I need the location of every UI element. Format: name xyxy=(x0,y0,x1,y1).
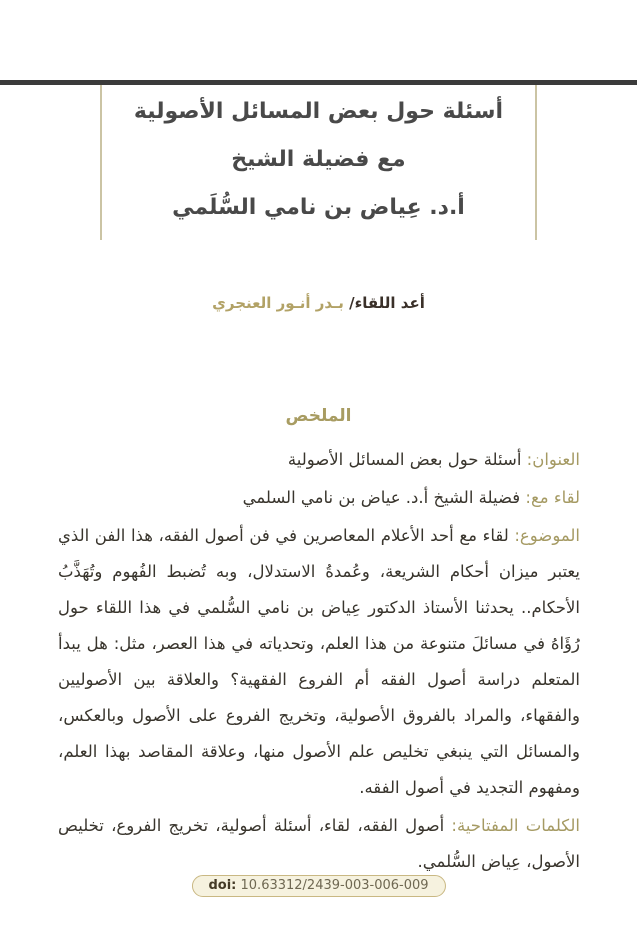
doi-value: 10.63312/2439-003-006-009 xyxy=(240,878,429,893)
abstract-row-interviewee-label: لقاء مع: xyxy=(525,488,580,507)
abstract-heading: الملخص xyxy=(285,406,352,426)
abstract-row-subject-label: الموضوع: xyxy=(514,526,580,545)
article-title-block xyxy=(100,80,537,240)
abstract-row-interviewee-text: فضيلة الشيخ أ.د. عياض بن نامي السلمي xyxy=(242,488,521,507)
byline xyxy=(0,294,637,312)
abstract-row-subject-text: لقاء مع أحد الأعلام المعاصرين في فن أصول الفقه، هذا الفن الذي يعتبر ميزان أحكام الشريعة، وعُمدةُ الاستدلال، وبه تُضبط الفُهوم وتُهَذَّبُ الأحكام.. يحدثنا الأستاذ الدكتور عِياض بن نامي السُّلمي في هذا اللقاء حول رُؤَاهُ في مسائلَ متنوعة من هذا العلم، وتحدياته في هذا العصر، مثل: هل يبدأ المتعلم دراسة أصول الفقه أم الفروع الفقهية؟ والعلاقة بين الأصوليين والفقهاء، والمراد بالفروق الأصولية، وتخريج الفروع على الأصول وبالعكس، والمسائل التي ينبغي تخليص علم الأصول منها، وعلاقة المقاصد بهذا العلم، ومفهوم التجديد في أصول الفقه. xyxy=(58,526,580,797)
byline-label: أعد اللقاء/ xyxy=(349,294,425,312)
doi-badge[interactable] xyxy=(191,875,445,897)
byline-author-name: بـدر أنـور العنجري xyxy=(212,294,344,312)
article-title-line-1: أسئلة حول بعض المسائل الأصولية xyxy=(133,99,504,124)
abstract-row-keywords-label: الكلمات المفتاحية: xyxy=(451,816,581,835)
page-top-border xyxy=(0,80,637,85)
abstract-row-title xyxy=(58,442,580,478)
abstract-row-keywords-text: أصول الفقه، لقاء، أسئلة أصولية، تخريج الفروع، تخليص الأصول، عِياض السُّلمي. xyxy=(58,816,580,871)
document-page xyxy=(0,80,637,930)
abstract-row-interviewee xyxy=(58,480,580,516)
abstract-row-keywords xyxy=(58,808,580,880)
doi-label: doi: xyxy=(208,878,237,893)
abstract-row-title-text: أسئلة حول بعض المسائل الأصولية xyxy=(287,450,522,469)
article-title-line-2: مع فضيلة الشيخ xyxy=(231,147,406,172)
abstract-row-title-label: العنوان: xyxy=(526,450,580,469)
abstract-row-subject xyxy=(58,518,580,806)
article-title-line-3: أ.د. عِياض بن نامي السُّلَمي xyxy=(172,195,465,220)
abstract-body xyxy=(58,442,580,880)
